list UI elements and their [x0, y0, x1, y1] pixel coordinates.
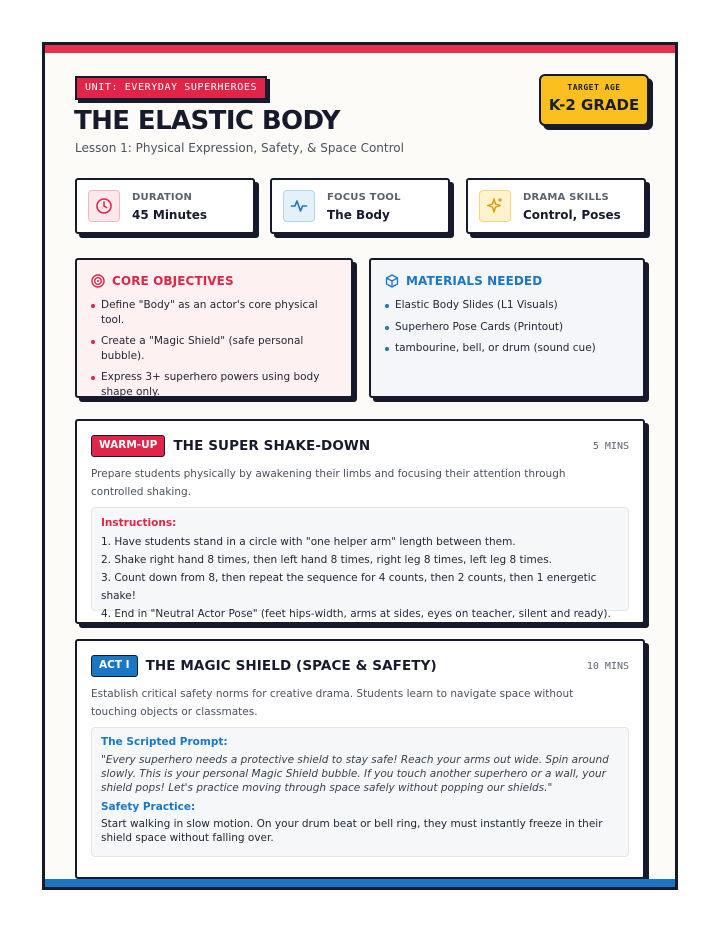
materials-panel [369, 258, 645, 398]
act1-section [75, 639, 645, 879]
act1-title: THE MAGIC SHIELD (SPACE & SAFETY) [145, 658, 437, 674]
warmup-description: Prepare students physically by awakening their limbs and focusing their attention through controlled shaking. [91, 468, 566, 498]
target-age-box [539, 74, 649, 126]
safety-practice-text: Start walking in slow motion. On your drum beat or bell ring, they must instantly freeze in their shield space without falling over. [101, 817, 603, 844]
act1-badge: ACT I [91, 655, 138, 677]
lesson-sheet [42, 42, 678, 890]
drama-skills-label: DRAMA SKILLS [523, 192, 609, 203]
objective-item: Express 3+ superhero powers using body shape only. [91, 370, 339, 399]
core-objectives-panel [75, 258, 353, 398]
focus-tool-value: The Body [327, 208, 390, 222]
act1-prompt-box [91, 727, 629, 857]
warmup-title: THE SUPER SHAKE-DOWN [173, 438, 371, 454]
instruction-step: 4. End in "Neutral Actor Pose" (feet hips-width, arms at sides, eyes on teacher, silent and ready). [101, 608, 611, 620]
core-objectives-title: CORE OBJECTIVES [112, 274, 234, 288]
warmup-header [91, 435, 629, 457]
warmup-section [75, 419, 645, 624]
instruction-step: 2. Shake right hand 8 times, then left hand 8 times, right leg 8 times, left leg 8 times. [101, 554, 553, 566]
bottom-accent-bar [45, 879, 675, 887]
act1-header [91, 655, 629, 677]
instructions-list [101, 533, 619, 623]
sparkle-icon [479, 190, 511, 222]
target-age-label: TARGET AGE [567, 83, 621, 92]
scripted-prompt-text: "Every superhero needs a protective shield to stay safe! Reach your arms out wide. Spin around slowly. This is your personal Magic Shield bubble. If you touch another superhero or a wall, your shield pops! Let's practice moving through space safely without popping our shields." [101, 754, 609, 795]
drama-skills-value: Control, Poses [523, 208, 621, 222]
instruction-step: 3. Count down from 8, then repeat the sequence for 4 counts, then 2 counts, then 1 energetic shake! [101, 572, 597, 602]
material-item: Elastic Body Slides (L1 Visuals) [385, 298, 631, 313]
scripted-prompt-label: The Scripted Prompt: [101, 736, 228, 748]
act1-description: Establish critical safety norms for creative drama. Students learn to navigate space without touching objects or classmates. [91, 688, 574, 718]
top-accent-bar [45, 45, 675, 53]
instructions-label: Instructions: [101, 517, 177, 529]
objective-item: Define "Body" as an actor's core physical tool. [91, 298, 339, 327]
material-item: Superhero Pose Cards (Printout) [385, 320, 631, 335]
materials-list [385, 298, 631, 363]
target-age-value: K-2 GRADE [548, 96, 640, 114]
act1-duration: 10 MINS [586, 660, 629, 672]
pulse-icon [283, 190, 315, 222]
objectives-list [91, 298, 339, 406]
material-item: tambourine, bell, or drum (sound cue) [385, 341, 631, 356]
duration-label: DURATION [132, 192, 193, 203]
clock-icon [88, 190, 120, 222]
instruction-step: 1. Have students stand in a circle with "one helper arm" length between them. [101, 536, 516, 548]
warmup-duration: 5 MINS [592, 440, 629, 452]
info-card-duration [75, 178, 255, 234]
target-icon [91, 274, 105, 288]
unit-tag: UNIT: EVERYDAY SUPERHEROES [75, 76, 267, 100]
safety-practice-label: Safety Practice: [101, 800, 196, 813]
materials-title: MATERIALS NEEDED [406, 274, 543, 288]
focus-tool-label: FOCUS TOOL [327, 192, 401, 203]
info-card-focus-tool [270, 178, 450, 234]
warmup-instructions-box [91, 507, 629, 620]
duration-value: 45 Minutes [132, 208, 208, 222]
warmup-badge: WARM-UP [91, 435, 165, 457]
objective-item: Create a "Magic Shield" (safe personal bubble). [91, 334, 339, 363]
page-title: THE ELASTIC BODY [74, 106, 340, 136]
page-subtitle: Lesson 1: Physical Expression, Safety, & Space Control [75, 141, 404, 155]
info-card-drama-skills [466, 178, 646, 234]
core-objectives-header [91, 274, 234, 288]
box-icon [385, 274, 399, 288]
materials-header [385, 274, 542, 288]
